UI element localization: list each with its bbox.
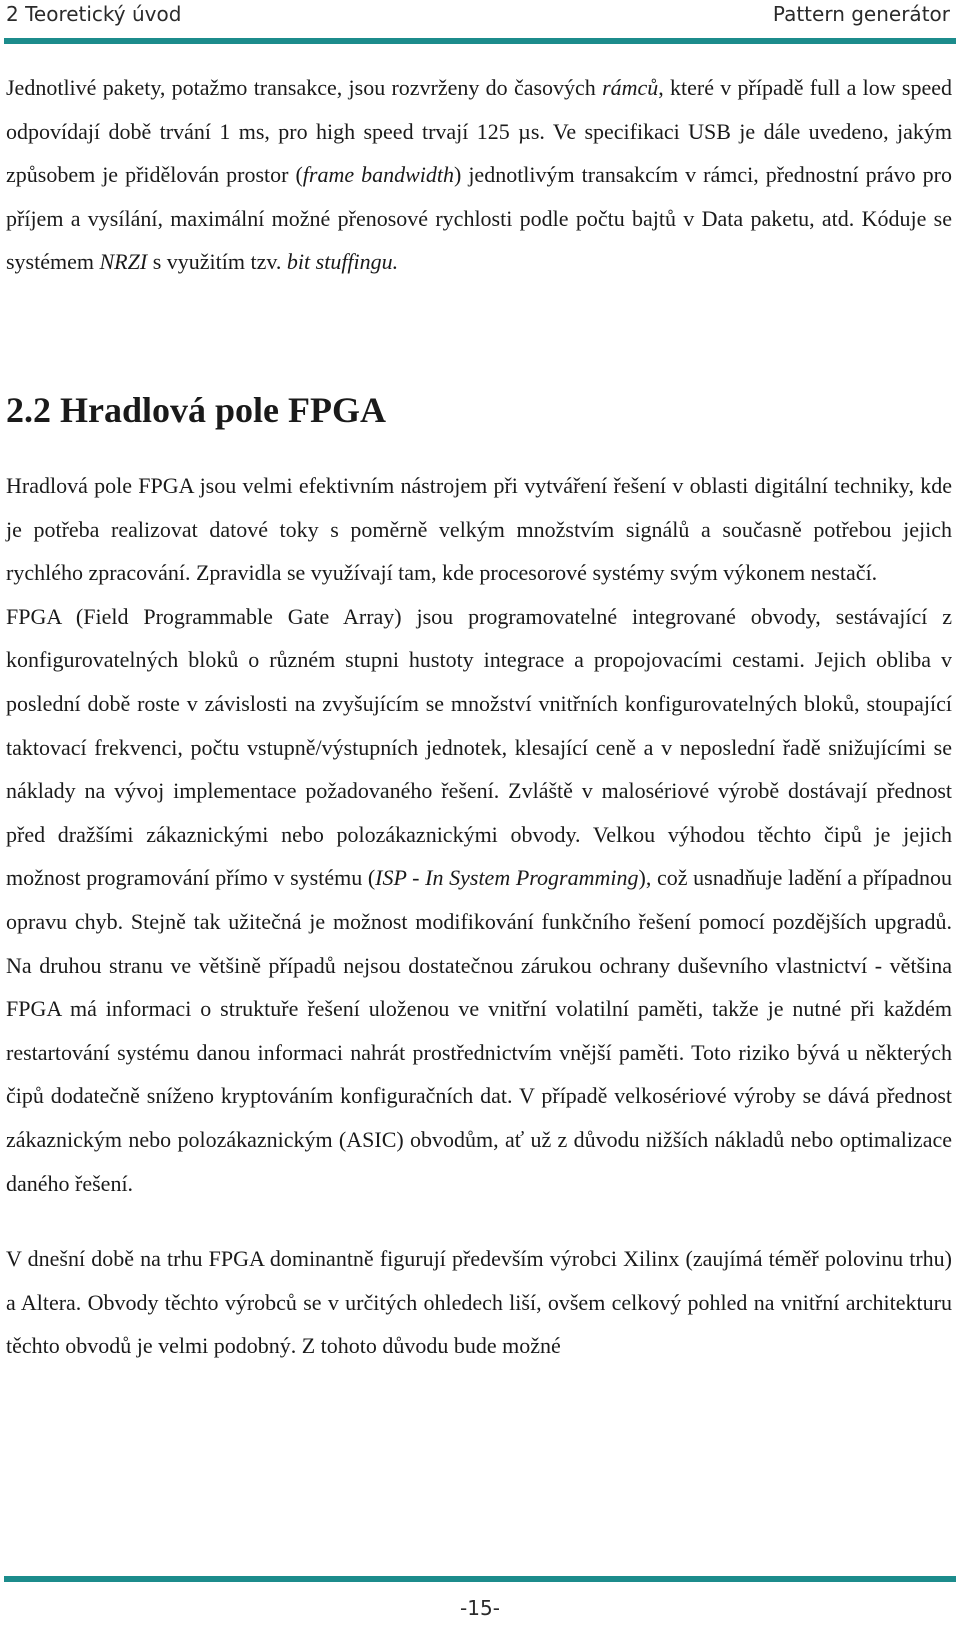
text-run: ) jednotlivým transakcím v rámci, přednostní právo pro příjem a vysílání, maximální možné přenosové rychlosti podle počtu bajtů v Data paketu, atd. Kóduje se systémem (6, 162, 952, 275)
paragraph-fpga-intro: Hradlová pole FPGA jsou velmi efektivním nástrojem při vytváření řešení v oblasti digitální techniky, kde je potřeba realizovat datové toky s poměrně velkým množstvím signálů a současně potřebou jejich rychlého zpracování. Zpravidla se využívají tam, kde procesorové systémy svým výkonem nestačí. (6, 473, 952, 586)
page-number: -15- (460, 1596, 500, 1620)
section-heading: 2.2 Hradlová pole FPGA (6, 390, 386, 430)
paragraph-fpga-description (6, 595, 952, 1205)
running-header (0, 0, 960, 30)
header-chapter: 2 Teoretický úvod (6, 2, 182, 26)
italic-run: frame bandwidth (302, 162, 454, 188)
text-run: s využitím tzv. (147, 249, 287, 275)
header-title: Pattern generátor (772, 2, 950, 26)
page-body (6, 66, 952, 1368)
italic-run: bit stuffingu. (286, 249, 399, 275)
footer-rule (4, 1576, 956, 1582)
text-run: FPGA (Field Programmable Gate Array) jsou programovatelné integrované obvody, sestávající z konfigurovatelných bloků o různém stupni hustoty integrace a propojovacími cestami. Jejich obliba v poslední době roste v závislosti na zvyšujícím se množství vnitřních konfigurovatelných bloků, stoupající taktovací frekvenci, počtu vstupně/výstupních jednotek, klesající ceně a v neposlední řadě snižujícími se náklady na vývoj implementace požadovaného řešení. Zvláště v malosériové výrobě dostávají přednost před dražšími zákaznickými nebo polozákaznickými obvody. Velkou výhodou těchto čipů je jejich možnost programování přímo v systému ( (6, 603, 952, 891)
header-rule (4, 38, 956, 44)
paragraph-fpga-vendors: V dnešní době na trhu FPGA dominantně figurují především výrobci Xilinx (zaujímá téměř polovinu trhu) a Altera. Obvody těchto výrobců se v určitých ohledech liší, ovšem celkový pohled na vnitřní architekturu těchto obvodů je velmi podobný. Z tohoto důvodu bude možné (6, 1246, 952, 1359)
italic-run: ISP - In System Programming (375, 865, 639, 891)
paragraph-usb-frames (6, 66, 952, 284)
text-run: , které v případě full a low speed odpovídají době trvání 1 ms, pro high speed trvají 125 µs. Ve specifikaci USB je dále uvedeno, jakým způsobem je přidělován prostor ( (6, 75, 952, 188)
italic-run: rámců (602, 75, 659, 100)
italic-run: NRZI (99, 249, 148, 275)
text-run: ), což usnadňuje ladění a případnou opravu chyb. Stejně tak užitečná je možnost modifikování funkčního řešení pomocí pozdějších upgradů. Na druhou stranu ve většině případů nejsou dostatečnou zárukou ochrany duševního vlastnictví - většina FPGA má informaci o struktuře řešení uloženou ve vnitřní volatilní paměti, takže je nutné při každém restartování systému danou informaci nahrát prostřednictvím vnější paměti. Toto riziko bývá u některých čipů dodatečně sníženo kryptováním konfiguračních dat. V případě velkosériové výroby se dává přednost zákaznickým nebo polozákaznickým (ASIC) obvodům, ať už z důvodu nižších nákladů nebo optimalizace daného řešení. (6, 865, 953, 1196)
text-run: Jednotlivé pakety, potažmo transakce, jsou rozvrženy do časových (6, 75, 603, 100)
